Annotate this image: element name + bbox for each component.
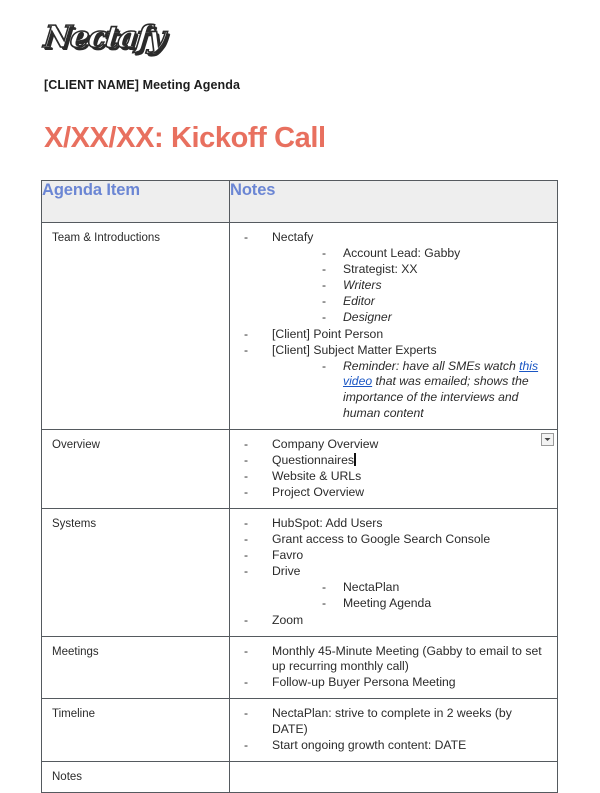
bullet-text: Company Overview: [272, 436, 379, 451]
bullet-dash-icon: -: [244, 468, 249, 483]
bullet-list: [236, 437, 549, 501]
bullet-dash-icon: -: [322, 278, 327, 293]
bullet-item: [236, 644, 549, 675]
bullet-dash-icon: -: [244, 564, 249, 579]
bullet-dash-icon: -: [244, 436, 249, 451]
bullet-item: [236, 532, 549, 548]
bullet-text: Favro: [272, 548, 304, 563]
bullet-text: HubSpot: Add Users: [272, 516, 383, 530]
bullet-text: Editor: [343, 294, 375, 309]
bullet-dash-icon: -: [244, 484, 249, 499]
bullet-list: [236, 516, 549, 628]
table-header-row: [42, 181, 558, 223]
notes-cell[interactable]: [230, 636, 558, 699]
sub-bullet-list: [272, 580, 549, 612]
bullet-item: [236, 230, 549, 326]
bullet-dash-icon: -: [244, 532, 249, 547]
notes-cell[interactable]: [230, 762, 558, 793]
bullet-dash-icon: -: [322, 358, 327, 373]
bullet-text: Website & URLs: [272, 468, 362, 483]
bullet-list: [236, 706, 549, 753]
bullet-dash-icon: -: [244, 706, 249, 721]
nectafy-logo: [44, 16, 174, 60]
bullet-dash-icon: -: [322, 310, 327, 325]
agenda-item-cell[interactable]: [42, 429, 230, 508]
bullet-item: [236, 675, 549, 691]
bullet-text: NectaPlan: strive to complete in 2 weeks (by DATE): [272, 706, 512, 737]
bullet-dash-icon: -: [322, 596, 327, 611]
agenda-item-cell[interactable]: [42, 699, 230, 762]
bullet-text: Project Overview: [272, 484, 365, 499]
agenda-item-cell[interactable]: [42, 223, 230, 430]
sub-bullet-item: [318, 294, 549, 310]
agenda-item-cell[interactable]: [42, 762, 230, 793]
bullet-dash-icon: -: [322, 580, 327, 595]
bullet-text: Meeting Agenda: [343, 596, 432, 611]
bullet-text: Questionnaires: [272, 452, 354, 467]
bullet-text: Grant access to Google Search Console: [272, 532, 491, 547]
bullet-dash-icon: -: [244, 326, 249, 341]
notes-cell[interactable]: [230, 223, 558, 430]
bullet-text: [Client] Point Person: [272, 326, 384, 341]
bullet-text: Reminder: have all SMEs watch this video that was emailed; shows the importance of the interviews and human content: [343, 358, 539, 420]
bullet-item: [236, 343, 549, 421]
bullet-dash-icon: -: [244, 452, 249, 467]
agenda-item-label: Team & Introductions: [52, 232, 161, 244]
agenda-item-label: Notes: [52, 771, 83, 784]
bullet-item: [236, 548, 549, 564]
bullet-dash-icon: -: [322, 262, 327, 277]
sub-bullet-item: [318, 278, 549, 294]
bullet-dash-icon: -: [322, 294, 327, 309]
table-row: [42, 699, 558, 762]
agenda-table: [41, 180, 558, 793]
bullet-item: [236, 613, 549, 629]
bullet-dash-icon: -: [244, 612, 249, 627]
bullet-text: Follow-up Buyer Persona Meeting: [272, 675, 456, 690]
bullet-dash-icon: -: [244, 342, 249, 357]
bullet-text: Nectafy: [272, 230, 314, 244]
notes-cell[interactable]: [230, 509, 558, 637]
notes-cell[interactable]: [230, 699, 558, 762]
table-row: [42, 223, 558, 430]
bullet-item: [236, 706, 549, 737]
bullet-item: [236, 469, 549, 485]
bullet-dash-icon: -: [244, 230, 249, 244]
sub-bullet-item: [318, 262, 549, 278]
bullet-dash-icon: -: [244, 548, 249, 563]
bullet-dash-icon: -: [244, 738, 249, 753]
document-subtitle: [CLIENT NAME] Meeting Agenda: [44, 78, 241, 92]
sub-bullet-list: [272, 359, 549, 421]
bullet-list: [236, 230, 549, 421]
bullet-item: [236, 453, 549, 469]
chevron-down-icon[interactable]: [541, 433, 554, 446]
bullet-dash-icon: -: [322, 246, 327, 261]
table-body: [42, 223, 558, 793]
bullet-text: Strategist: XX: [343, 262, 418, 277]
bullet-text: Start ongoing growth content: DATE: [272, 738, 467, 753]
table-row: [42, 429, 558, 508]
bullet-dash-icon: -: [244, 643, 249, 658]
bullet-text: Writers: [343, 278, 382, 293]
table-row: [42, 509, 558, 637]
notes-cell[interactable]: [230, 429, 558, 508]
bullet-item: [236, 485, 549, 501]
bullet-item: [236, 738, 549, 754]
sub-bullet-list: [272, 246, 549, 326]
bullet-dash-icon: -: [244, 516, 249, 530]
agenda-item-label: Meetings: [52, 645, 99, 658]
agenda-item-label: Timeline: [52, 708, 96, 721]
sub-bullet-item: [318, 246, 549, 262]
bullet-text: Designer: [343, 310, 392, 325]
inline-video-link[interactable]: this video: [343, 358, 539, 389]
bullet-text: Account Lead: Gabby: [343, 246, 461, 261]
agenda-item-cell[interactable]: [42, 509, 230, 637]
agenda-item-cell[interactable]: [42, 636, 230, 699]
column-header-agenda-item: Agenda Item: [42, 181, 230, 223]
logo-wordmark: Nectafy: [42, 20, 166, 55]
bullet-text: [Client] Subject Matter Experts: [272, 342, 437, 357]
agenda-item-label: Overview: [52, 438, 100, 451]
table-row: [42, 636, 558, 699]
sub-bullet-item: [318, 359, 549, 421]
bullet-text: NectaPlan: [343, 580, 400, 595]
text-cursor: [354, 453, 355, 466]
bullet-dash-icon: -: [244, 675, 249, 690]
sub-bullet-item: [318, 580, 549, 596]
bullet-text: Zoom: [272, 612, 304, 627]
bullet-item: [236, 564, 549, 612]
sub-bullet-item: [318, 596, 549, 612]
page-title: X/XX/XX: Kickoff Call: [44, 122, 326, 154]
bullet-list: [236, 644, 549, 691]
sub-bullet-item: [318, 310, 549, 326]
bullet-item: [236, 437, 549, 453]
bullet-text: Monthly 45-Minute Meeting (Gabby to email to set up recurring monthly call): [272, 643, 542, 674]
bullet-text: Drive: [272, 564, 301, 579]
bullet-item: [236, 516, 549, 532]
column-header-notes: Notes: [230, 181, 558, 223]
table-row: [42, 762, 558, 793]
bullet-item: [236, 327, 549, 343]
agenda-item-label: Systems: [52, 518, 97, 530]
